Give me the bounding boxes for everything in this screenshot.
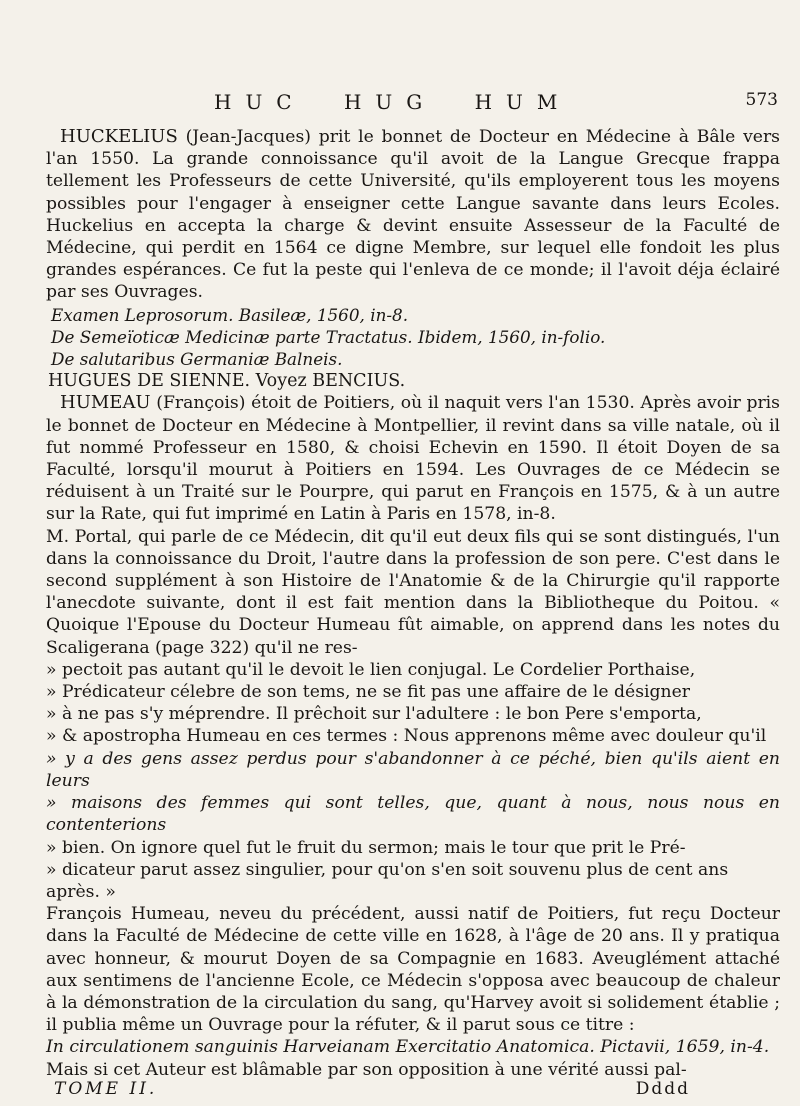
entry-humeau: [46, 392, 780, 525]
works-list: [46, 304, 780, 371]
page-number: 573: [745, 90, 778, 110]
quote-block: [46, 659, 780, 903]
quote-line: après. »: [46, 881, 116, 902]
entry-text: (François) étoit de Poitiers, où il naquit vers l'an 1530. Après avoir pris le bonnet de Docteur en Médecine à Montpellier, il revint dans sa ville natale, où il fut nommé Professeur en 1580, & choisi Echevin en 1590. Il étoit Doyen de sa Faculté, lorsqu'il mourut à Poitiers en 1594. Les Ouvrages de ce Médecin se réduisent à un Traité sur le Pourpre, qui parut en François en 1575, & à un autre sur la Rate, qui fut imprimé en Latin à Paris en 1578, in-8.: [46, 393, 780, 525]
volume-label: TOME II.: [54, 1079, 158, 1099]
quote-line: » y a des gens assez perdus pour s'abandonner à ce péché, bien qu'ils aient en leurs: [46, 748, 780, 791]
entry-name: HUCKELIUS: [60, 126, 178, 147]
work-title: In circulationem sanguinis Harveianam Exercitatio Anatomica. Pictavii, 1659, in-4.: [46, 1037, 770, 1058]
quote-line: » & apostropha Humeau en ces termes : Nous apprenons même avec douleur qu'il: [46, 726, 767, 747]
work-title: Examen Leprosorum. Basileæ, 1560, in-8.: [51, 304, 409, 325]
quote-line: » maisons des femmes qui sont telles, que, quant à nous, nous nous en contenterions: [46, 793, 780, 836]
work-title: De Semeïoticæ Medicinæ parte Tractatus. Ibidem, 1560, in-folio.: [51, 326, 606, 347]
entry-huckelius: [46, 126, 780, 304]
quote-line: » bien. On ignore quel fut le fruit du sermon; mais le tour que prit le Pré-: [46, 837, 686, 858]
quote-line: » Prédicateur célebre de son tems, ne se fit pas une affaire de le désigner: [46, 682, 690, 703]
entry-name: HUMEAU: [60, 392, 151, 414]
entry-hugues: HUGUES DE SIENNE. Voyez BENCIUS.: [48, 371, 406, 392]
entry-text: (Jean-Jacques) prit le bonnet de Docteur en Médecine à Bâle vers l'an 1550. La grande connoissance qu'il avoit de la Langue Grecque frappa tellement les Professeurs de cette Université, qu'ils employerent tous les moyens possibles pour l'engager à enseigner cette Langue savante dans leurs Ecoles. Huckelius en accepta la charge & devint ensuite Assesseur de la Faculté de Médecine, qui perdit en 1564 ce digne Membre, sur lequel elle fondoit les plus grandes espérances. Ce fut la peste qui l'enleva de ce monde; il l'avoit déja éclairé par ses Ouvrages.: [46, 127, 780, 303]
quote-line: » dicateur parut assez singulier, pour qu'on s'en soit souvenu plus de cent ans: [46, 859, 729, 880]
signature-mark: Dddd: [635, 1079, 690, 1099]
portal-paragraph: [46, 526, 780, 659]
closing-line: Mais si cet Auteur est blâmable par son opposition à une vérité aussi pal-: [46, 1059, 687, 1080]
quote-line: « Quoique l'Epouse du Docteur Humeau fût aimable, on apprend dans les notes du Scaligerana (page 322) qu'il ne res-: [46, 593, 780, 658]
page-body: [46, 126, 780, 1081]
son-paragraph: François Humeau, neveu du précédent, aussi natif de Poitiers, fut reçu Docteur dans la Faculté de Médecine de cette ville en 1628, à l'âge de 20 ans. Il y pratiqua avec honneur, & mourut Doyen de sa Compagnie en 1683. Aveuglément attaché aux sentimens de l'ancienne Ecole, ce Médecin s'opposa avec beaucoup de chaleur à la démonstration de la circulation du sang, qu'Harvey avoit si solidement établie ; il publia même un Ouvrage pour la réfuter, & il parut sous ce titre :: [46, 904, 780, 1036]
quote-line: » à ne pas s'y méprendre. Il prêchoit sur l'adultere : le bon Pere s'emporta,: [46, 704, 702, 725]
running-head: [46, 88, 780, 126]
page-footer: [54, 1079, 690, 1103]
portal-intro: M. Portal, qui parle de ce Médecin, dit qu'il eut deux fils qui se sont distingués, l'un dans la connoissance du Droit, l'autre dans la profession de son pere. C'est dans le second supplément à son Histoire de l'Anatomie & de la Chirurgie qu'il rapporte l'anecdote suivante, dont il est fait mention dans la Bibliotheque du Poitou.: [46, 526, 780, 614]
running-title: HUC HUG HUM: [214, 90, 572, 114]
work-title: De salutaribus Germaniæ Balneis.: [51, 349, 343, 370]
quote-line: » pectoit pas autant qu'il le devoit le lien conjugal. Le Cordelier Porthaise,: [46, 659, 696, 680]
